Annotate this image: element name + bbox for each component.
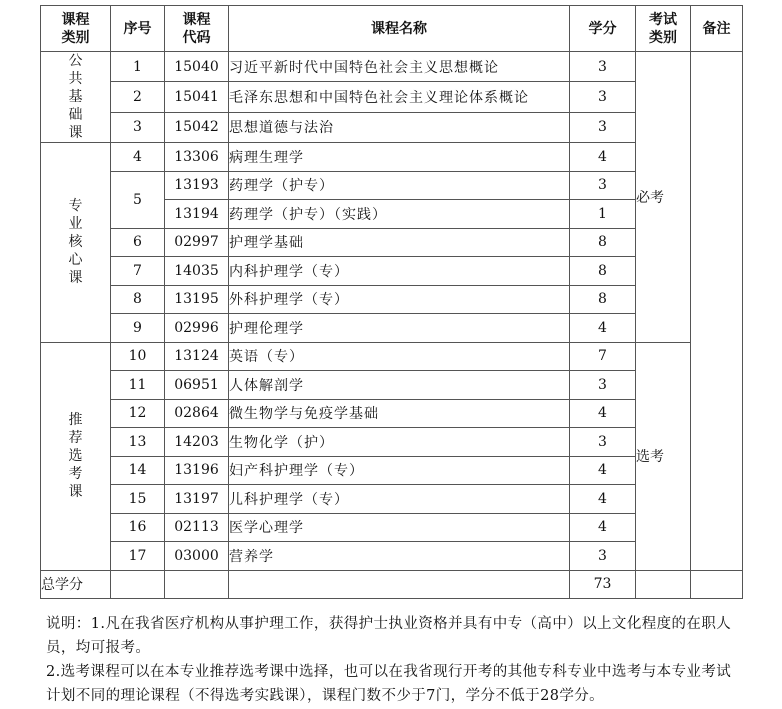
notes [46,612,746,708]
course-name-cell: 病理生理学 [229,143,570,172]
note-2: 2.选考课程可以在本专业推荐选考课中选择，也可以在我省现行开考的其他专科专业中选考与本专业考试计划不同的理论课程（不得选考实践课），课程门数不少于7门，学分不低于28学分。 [46,664,732,704]
credit-cell: 8 [570,228,636,257]
total-label: 总学分 [41,570,111,599]
credit-cell: 7 [570,342,636,371]
header-row [41,6,743,52]
code-cell: 13124 [165,342,229,371]
total-row [41,570,743,599]
code-cell: 02864 [165,399,229,428]
total-seq-cell [111,570,165,599]
code-cell: 13193 [165,171,229,200]
code-cell: 06951 [165,371,229,400]
course-name-cell: 药理学（护专） [229,171,570,200]
course-name-cell: 毛泽东思想和中国特色社会主义理论体系概论 [229,82,570,112]
credit-cell: 4 [570,485,636,514]
exam-type-required: 必考 [636,52,691,343]
code-cell: 13306 [165,143,229,172]
note-1: 说明：1.凡在我省医疗机构从事护理工作，获得护士执业资格并具有中专（高中）以上文化程度的在职人员，均可报考。 [46,616,732,656]
category-public: 公共基础课 [41,52,111,143]
code-cell: 14035 [165,257,229,286]
credit-cell: 4 [570,456,636,485]
code-cell: 13195 [165,285,229,314]
course-name-cell: 习近平新时代中国特色社会主义思想概论 [229,52,570,82]
remark-cell [691,52,743,571]
seq-cell: 10 [111,342,165,371]
seq-cell: 4 [111,143,165,172]
seq-cell: 15 [111,485,165,514]
course-name-cell: 药理学（护专）（实践） [229,200,570,229]
credit-cell: 3 [570,428,636,457]
code-cell: 14203 [165,428,229,457]
category-elective: 推荐选考课 [41,342,111,570]
credit-cell: 8 [570,285,636,314]
seq-cell: 16 [111,513,165,542]
seq-cell: 7 [111,257,165,286]
total-code-cell [165,570,229,599]
course-name-cell: 营养学 [229,542,570,571]
credit-cell: 3 [570,112,636,142]
credit-cell: 4 [570,399,636,428]
credit-cell: 3 [570,171,636,200]
seq-cell: 6 [111,228,165,257]
header-category: 课程 类别 [41,6,111,52]
code-cell: 13194 [165,200,229,229]
credit-cell: 3 [570,542,636,571]
course-name-cell: 内科护理学（专） [229,257,570,286]
code-cell: 02996 [165,314,229,343]
code-cell: 02113 [165,513,229,542]
course-name-cell: 外科护理学（专） [229,285,570,314]
credit-cell: 1 [570,200,636,229]
seq-cell: 5 [111,171,165,228]
code-cell: 13196 [165,456,229,485]
course-name-cell: 微生物学与免疫学基础 [229,399,570,428]
code-cell: 02997 [165,228,229,257]
table-row [41,342,743,371]
course-name-cell: 生物化学（护） [229,428,570,457]
course-name-cell: 英语（专） [229,342,570,371]
course-name-cell: 人体解剖学 [229,371,570,400]
seq-cell: 8 [111,285,165,314]
seq-cell: 2 [111,82,165,112]
course-name-cell: 思想道德与法治 [229,112,570,142]
seq-cell: 14 [111,456,165,485]
code-cell: 03000 [165,542,229,571]
course-name-cell: 护理伦理学 [229,314,570,343]
credit-cell: 4 [570,143,636,172]
credit-cell: 3 [570,82,636,112]
seq-cell: 11 [111,371,165,400]
code-cell: 15040 [165,52,229,82]
credit-cell: 3 [570,371,636,400]
course-name-cell: 妇产科护理学（专） [229,456,570,485]
exam-type-elective: 选考 [636,342,691,570]
course-name-cell: 儿科护理学（专） [229,485,570,514]
table-row [41,52,743,82]
credit-cell: 4 [570,314,636,343]
seq-cell: 13 [111,428,165,457]
header-credit: 学分 [570,6,636,52]
header-code: 课程 代码 [165,6,229,52]
header-seq: 序号 [111,6,165,52]
code-cell: 15042 [165,112,229,142]
category-core: 专业核心课 [41,143,111,343]
seq-cell: 17 [111,542,165,571]
total-exam-cell [636,570,691,599]
code-cell: 13197 [165,485,229,514]
total-remark-cell [691,570,743,599]
curriculum-table [40,5,743,599]
header-exam-type: 考试 类别 [636,6,691,52]
seq-cell: 3 [111,112,165,142]
seq-cell: 12 [111,399,165,428]
credit-cell: 3 [570,52,636,82]
code-cell: 15041 [165,82,229,112]
seq-cell: 9 [111,314,165,343]
credit-cell: 4 [570,513,636,542]
seq-cell: 1 [111,52,165,82]
course-name-cell: 护理学基础 [229,228,570,257]
course-name-cell: 医学心理学 [229,513,570,542]
total-name-cell [229,570,570,599]
credit-cell: 8 [570,257,636,286]
total-credit: 73 [570,570,636,599]
header-name: 课程名称 [229,6,570,52]
header-remark: 备注 [691,6,743,52]
